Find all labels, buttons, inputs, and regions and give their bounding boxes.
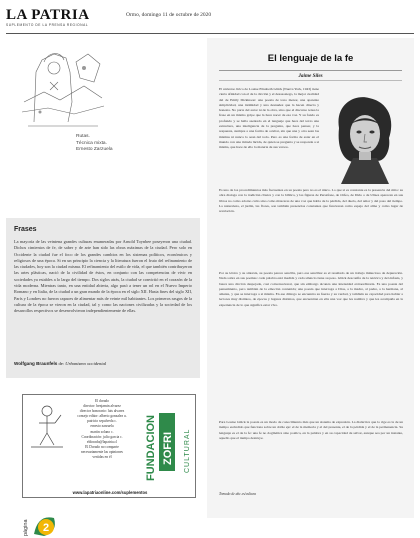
credits-line: El dorado <box>94 399 110 403</box>
credits-line: patricio sepulveda c. <box>87 419 117 424</box>
sketch-illustration <box>14 42 112 132</box>
credits-line: director honorario: luis alvarez <box>79 409 125 414</box>
quotes-work: Urbanismo occidental <box>65 361 107 366</box>
page-label-text: página <box>23 519 29 536</box>
article-paragraph: Para Louise Glück la poesía es un modo de conocimiento más que un sistema de expresión. La dialéctica que lo rige es la de un tiempo escindido que funciona sobre un doble eje: el de la memoria y el del presente, el de la pérdida y el de la permanencia. Su lenguaje es el de la fe: una fe no dogmática sino poética, en la palabra y en su capacidad de salvar, aunque sea por un instante, aquello que el tiempo destruye. <box>219 420 403 440</box>
foundation-name-text: ZOFRI <box>162 432 174 465</box>
article-paragraph: Es uno de los procedimientos más frecuentes en su poesía pero no es el único. Lo que sí es constante es la presencia del mito: su obra dialoga con la tradición clásica y con la bíblica, y las figuras de Perséfone, de Orfeo, de Dido o de Ulises aparecen en sus libros no como adorno culto sino como máscaras de una voz que habla de la pérdida, del duelo, del amor y del paso del tiempo. La naturaleza, el jardín, las flores, son también presencias constantes que funcionan como espejo del alma y como lugar de revelación. <box>219 188 403 214</box>
dateline: Ormo, domingo 11 de octubre de 2020 <box>126 12 212 18</box>
foundation-word-text: FUNDACION <box>145 415 157 481</box>
masthead-tagline: SUPLEMENTO DE LA PRENSA REGIONAL <box>6 23 89 27</box>
left-column <box>6 38 200 536</box>
credits-text <box>67 399 137 460</box>
credits-line: ernesto zarzuela <box>90 424 114 429</box>
caption-line: Rutas. <box>76 134 90 139</box>
figure-drawing <box>27 401 67 449</box>
illustration-caption <box>76 134 113 154</box>
credits-line: vertidas en él <box>92 455 112 460</box>
credits-line: eldorado@lapatria.cl <box>86 439 118 444</box>
quotes-title: Frases <box>14 226 37 233</box>
article-column <box>207 38 414 518</box>
foundation-sub-text: CULTURAL <box>184 428 191 473</box>
article-paragraph: El universo lírico de Louise Elisabeth Glück (Nueva York, 1943) tiene cierta afinidad con el de la dicción y el desasosiego, la mejor cualidad del de Emily Dickinson: una poesía de tono menor, una aparente simplicidad, una intimidad y una desnudez que la hacen directa y honesta. No parte del autor ni de la obra, sino que el discurso tensa la frase en un mismo golpe que la hace nacer de esa voz. Y su fondo es profundo y se halla asentado en el lenguaje que hace del texto una estructura, una inteligencia de la pregunta, que hace pensar, y la respuesta, siempre a una forma de ocultar, sin que una y otra sean las mismas ni nunca lo sean del todo. Pero es una forma de estar en el mundo con una mirada lúcida, de quien se pregunta y se responde a sí misma, que hace de ello la materia de sus versos. <box>219 87 319 150</box>
fundacion-zofri-logo <box>141 399 193 487</box>
page-number-text: 2 <box>42 522 50 534</box>
credits-line: Coordinación: julio garcia c. <box>81 434 123 439</box>
source-note: Tomado de abc.es/cultura <box>219 492 257 496</box>
credits-line: El Dorado no comparte <box>85 444 119 449</box>
article-title: El lenguaje de la fe <box>267 53 354 64</box>
author-portrait-photo <box>325 94 405 184</box>
title-divider <box>219 70 402 71</box>
caption-line: Ernesto Zarzuela <box>76 147 113 153</box>
credits-line: martin solano c. <box>90 429 114 434</box>
article-author: Jaime Siles <box>298 73 323 79</box>
credits-line: consejo editor: alberto gonzalez u. <box>77 414 127 419</box>
newspaper-logo: LA PATRIA <box>6 7 90 23</box>
supplement-url-link[interactable]: www.lapatriaonline.com/suplementos <box>72 490 148 495</box>
credits-line: director: benjamin alvarez <box>83 404 121 409</box>
masthead <box>6 6 414 34</box>
author-divider <box>219 80 402 81</box>
article-paragraph: Por su léxico y su sintaxis, su poesía parece sencilla, pero esa sencillez es el resultado de un trabajo minucioso de depuración. Nada sobra en sus poemas: cada palabra está medida y cada silencio tiene su peso. Glück desconfía de la retórica y del énfasis, y busca una dicción despojada, casi conversacional, que sin embargo alcanza una intensidad extraordinaria. Es una poesía del pensamiento, pero también de la emoción contenida; una poesía que interroga a Dios, a la madre, al padre, a la hermana, al amante, y que se interroga a sí misma. En ese diálogo se encuentra su fuerza y su verdad, y también su capacidad para hablar a lectores muy distintos, de épocas y lugares distintos, que encuentran en ella una voz que les nombra y que les acompaña en la experiencia de lo que significa estar vivo. <box>219 271 403 307</box>
credits-line: necesariamente las opiniones <box>81 449 123 454</box>
page-number-badge <box>20 508 60 538</box>
quotes-box <box>6 218 200 378</box>
quotes-credit-label: de: <box>58 361 65 366</box>
quotes-author: Wolfgang Braunfels <box>14 361 58 366</box>
credits-box <box>22 394 196 498</box>
quotes-text: La mayoría de las veintena grandes culturas enumeradas por Arnold Toynbee poseyeron una ciudad. Dichos cimientos de fe, de saber y de arte han sido las obras máximas de la ciudad. Pero solo en Occidente la ciudad fue el foco de los grandes cambios en los sistemas políticos, económicos y religiosos de una época. Si en un principio la ciencia y la literatura fueron el fruto del refinamiento de las ciudades, hoy son la ciudad misma. El refinamiento del estilo de vida, el que también contribuyeron las artes plásticas, nació de la civilidad de éstos, en conjunto con las competencias de vivir en sociedades ya estables a lo largo del tiempo. Dos siglos atrás, la ciudad se convirtió en el corazón de la vida moderna. Mientras tanto, en una entidad abierta, algo pasó a tener un rol en el Nuevo Imperio Romano y en Italia, de la ciudad a un gran mundo de la época en el siglo XII. Hasta fines del siglo XII, París y Londres no fueron capaces de alimentar más de veinte mil habitantes. Los primeros rasgos de la cultura de la época se vieron en la ciudad, tal y como las naciones civilizadas y la sociedad de los desarrollos respectivos se desenvolvieron independientemente de ellas. <box>14 239 192 314</box>
caption-line: Técnica mixta. <box>76 140 107 146</box>
quotes-credit <box>14 361 106 366</box>
